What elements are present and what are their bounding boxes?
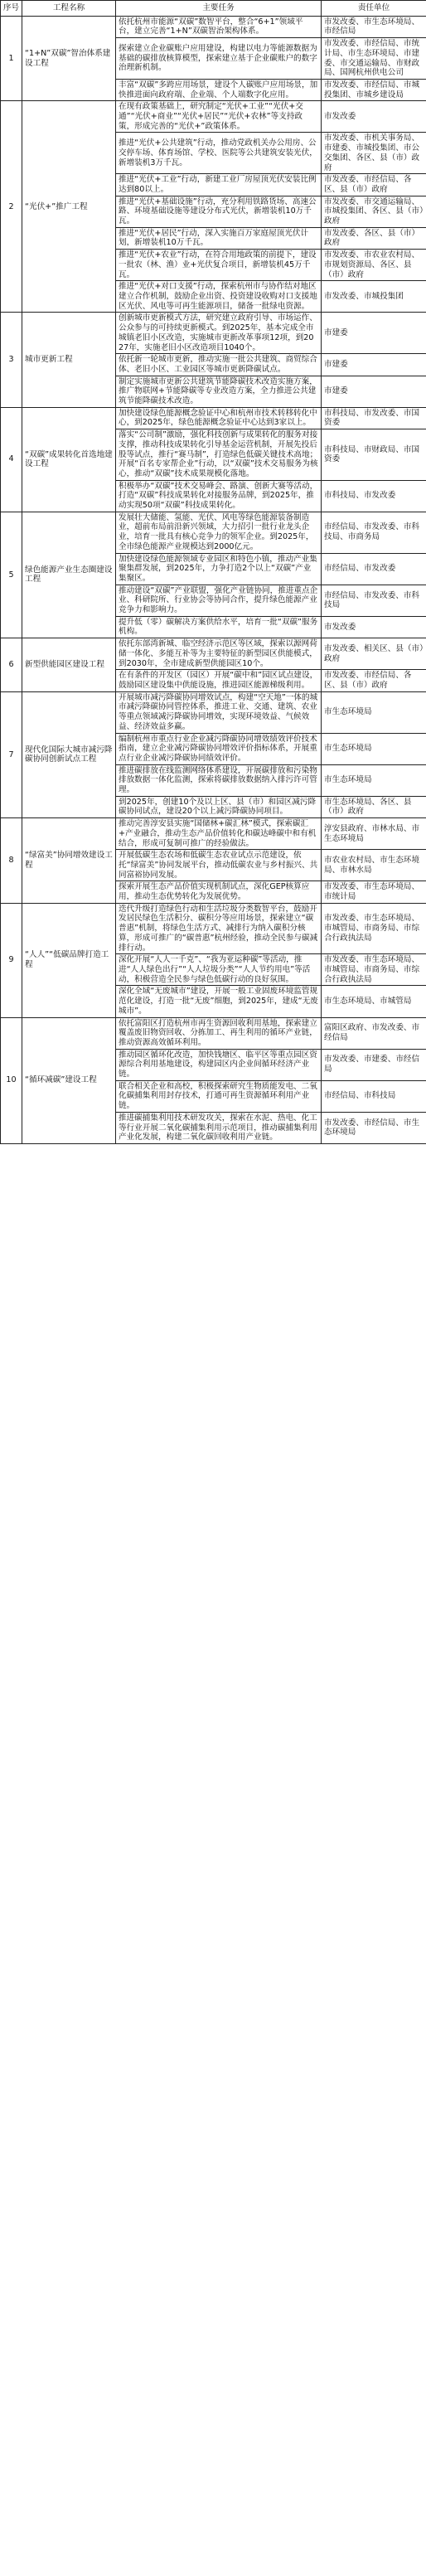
responsible-unit-cell: 市发改委 (322, 616, 426, 638)
main-task-cell: 依托东部湾新城、临空经济示范区等区域，探索以源网荷储一体化、多能互补等为主要特征的新型园区供能模式，到2030年，全市建成新型供能园区10个。 (116, 638, 322, 670)
table-body (1, 16, 426, 1143)
responsible-unit-cell: 市发改委、相关区、县（市）政府 (322, 638, 426, 670)
responsible-unit-cell: 市发改委、市城投集团 (322, 281, 426, 313)
main-task-cell: 推动建设“双碳”产业联盟，强化产业链协同，推进重点企业、科研院所、行业协会等协同合作，提升绿色能源产业竞争力和影响力。 (116, 585, 322, 616)
main-task-cell: 丰富“双碳”多跨应用场景，建设个人碳账户应用场景，加快推进面向政府端、企业端、个人端数字化应用。 (116, 79, 322, 100)
responsible-unit-cell: 市经信局、市发改委、市科技局 (322, 585, 426, 616)
main-task-cell: 依托新一轮城市更新，推动实施一批公共建筑、商贸综合体、老旧小区、工业园区等城市更新降碳试点。 (116, 354, 322, 376)
responsible-unit-cell: 市生态环境局、各区、县（市）政府 (322, 796, 426, 817)
project-index: 10 (1, 1017, 22, 1143)
page (0, 0, 426, 1144)
project-name: 城市更新工程 (22, 313, 116, 407)
table-row (1, 101, 426, 133)
responsible-unit-cell: 富阳区政府、市发改委、市经信局 (322, 1017, 426, 1049)
responsible-unit-cell: 市经信局、市发改委 (322, 553, 426, 585)
project-name: “光伏+”推广工程 (22, 101, 116, 313)
project-name: 绿色能源产业生态圈建设工程 (22, 512, 116, 638)
project-name: “双碳”成果转化首选地建设工程 (22, 407, 116, 512)
responsible-unit-cell: 市发改委、市交通运输局、市城投集团、各区、县（市）政府 (322, 196, 426, 227)
main-task-cell: 推进“光伏+基础设施”行动，充分利用铁路货场、高速公路、环境基础设施等建设分布式光伏，新增装机10万千瓦。 (116, 196, 322, 227)
main-task-cell: 发展壮大储能、氢能、光伏、风电等绿色能源装备制造业，超前布局前沿新兴领域，大力招引一批行业龙头企业，培育一批具有核心竞争力的领军企业。到2025年，全市绿色能源产业规模达到2000亿元。 (116, 512, 322, 553)
responsible-unit-cell: 市发改委、市经信局、市统计局、市生态环境局、市建委、市交通运输局、市财政局、国网杭州供电公司 (322, 38, 426, 80)
main-task-cell: 加快建设绿色能源概念验证中心和杭州市技术转移转化中心，到2025年，绿色能源概念验证中心达到3家以上。 (116, 407, 322, 429)
project-name: “绿富美”协同增效建设工程 (22, 818, 116, 904)
project-name: “1+N”双碳”智治体系建设工程 (22, 16, 116, 101)
main-task-cell: 在现有政策基础上，研究制定“光伏+工业”“光伏+交通”“光伏+商业”“光伏+居民”“光伏+农林”等支持政策，形成完善的“光伏+”政策体系。 (116, 101, 322, 133)
project-index: 8 (1, 818, 22, 904)
main-task-cell: 推进碳捕集利用技术研发攻关，探索在水泥、热电、化工等行业开展二氧化碳捕集利用示范项目，推动碳捕集利用产业化发展，构建二氧化碳回收利用产业链。 (116, 1112, 322, 1143)
main-task-cell: 提升低（零）碳解决方案供给水平，培育一批“双碳”服务机构。 (116, 616, 322, 638)
project-name: “循环减碳”建设工程 (22, 1017, 116, 1143)
main-task-cell: 探索开展生态产品价值实现机制试点，深化GEP核算应用，推动生态优势转化为发展优势。 (116, 881, 322, 903)
table-row (1, 1017, 426, 1049)
main-task-cell: 推进“光伏+工业”行动，新建工业厂房屋顶光伏安装比例达到80以上。 (116, 174, 322, 196)
responsible-unit-cell: 市生态环境局、市城管局 (322, 986, 426, 1017)
responsible-unit-cell: 市生态环境局 (322, 691, 426, 733)
table-row (1, 818, 426, 850)
responsible-unit-cell: 市建委 (322, 313, 426, 354)
header-project-name: 工程名称 (22, 1, 116, 17)
responsible-unit-cell: 市发改委、市农业农村局、市规划资源局、各区、县（市）政府 (322, 250, 426, 281)
main-task-cell: 推进“光伏+公共建筑”行动，推动党政机关办公用房、公交停车场、体育场馆、学校、医院等公共建筑安装光伏，新增装机3万千瓦。 (116, 133, 322, 174)
table-row (1, 16, 426, 37)
main-task-cell: 加快建设绿色能源领域专业园区和特色小镇，推动产业集聚集群发展，到2025年，力争打造2个以上“双碳”产业集聚区。 (116, 553, 322, 585)
responsible-unit-cell: 市发改委 (322, 101, 426, 133)
responsible-unit-cell: 市发改委、市生态环境局、市城管局、市商务局、市综合行政执法局 (322, 954, 426, 986)
main-task-cell: 积极举办“双碳”技术交易峰会、路演、创新大赛等活动，打造“双碳”科技成果转化对接服务品牌，到2025年，推动实现50项“双碳”科技成果转化。 (116, 480, 322, 512)
responsible-unit-cell: 市建委 (322, 354, 426, 376)
responsible-unit-cell: 市科技局、市财政局、市国资委 (322, 429, 426, 481)
main-task-cell: 开展低碳生态农场和低碳生态农业试点示范建设，依托“绿富美”协同发展平台，推动低碳农业与乡村振兴、共同富裕协同发展。 (116, 850, 322, 881)
main-task-cell: 制定实施城市更新公共建筑节能降碳技术改造实施方案，推广物联网+节能降碳等专业改造方案，全力推进公共建筑节能降碳技术改造。 (116, 376, 322, 407)
project-index: 4 (1, 407, 22, 512)
main-task-cell: 落实“公司制”激励，强化科技创新与成果转化的服务对接支撑，推动科技成果转化引导基金运营机制，开展先投后股等试点，推行“赛马制”，打造绿色低碳关键技术高地；开展“百名专家帮企业”行动，以“双碳”技术交易服务为核心，推动“双碳”技术成果规模化落地。 (116, 429, 322, 481)
main-task-cell: 探索建立企业碳账户应用建设，构建以电力等能源数据为基础的碳排放核算模型，探索建立基于企业碳账户的数字治理新机制。 (116, 38, 322, 80)
project-index: 3 (1, 313, 22, 407)
project-name: 新型供能园区建设工程 (22, 638, 116, 692)
responsible-unit-cell: 市发改委、市经信局、各区、县（市）政府 (322, 670, 426, 691)
responsible-unit-cell: 市发改委、市经信局、市生态环境局 (322, 1112, 426, 1143)
main-task-cell: 迭代升级打造绿色行动和生活垃圾分类数智平台，鼓励开发居民绿色生活积分、碳积分等应用场景，探索建立“碳普惠”机制，将绿色生活方式、减排行为纳入碳积分核算，形成可推广的“碳普惠”杭州经验，推动全民参与碳减排行动。 (116, 903, 322, 954)
responsible-unit-cell: 市科技局、市发改委、市国资委 (322, 407, 426, 429)
main-task-cell: 在有条件的开发区（园区）开展“碳中和”园区试点建设，鼓励园区建设集中供能设施，推进园区能源梯级利用。 (116, 670, 322, 691)
responsible-unit-cell: 市建委 (322, 376, 426, 407)
main-task-cell: 推动完善淳安县实施“国储林+碳汇林”模式，探索碳汇+产业融合，推动生态产品价值转化和碳达峰碳中和有机结合，形成可复制可推广的经验做法。 (116, 818, 322, 850)
responsible-unit-cell: 市发改委、各区、县（市）政府 (322, 227, 426, 249)
responsible-unit-cell: 市农业农村局、市生态环境局、市林水局 (322, 850, 426, 881)
responsible-unit-cell: 市发改委、市生态环境局、市经信局 (322, 16, 426, 37)
main-task-cell: 深化开展“人人一千克”、“我为亚运种碳”等活动，推进“人人绿色出行”“人人垃圾分类”“人人节约用电”等活动，积极营造全民参与绿色低碳行动的良好氛围。 (116, 954, 322, 986)
responsible-unit-cell: 市生态环境局 (322, 764, 426, 796)
main-task-cell: 推进“光伏+农业”行动，在符合用地政策的前提下，建设一批农（林、渔）业+光伏复合项目，新增装机45万千瓦。 (116, 250, 322, 281)
table-row (1, 407, 426, 429)
project-name: 现代化国际大城市减污降碳协同创新试点工程 (22, 691, 116, 817)
responsible-unit-cell: 市经信局、市科技局 (322, 1080, 426, 1112)
responsible-unit-cell: 市经信局、市发改委、市科技局、市商务局 (322, 512, 426, 553)
main-task-cell: 到2025年，创建10个及以上区、县（市）和园区减污降碳协同试点，建设20个以上减污降碳协同项目。 (116, 796, 322, 817)
table-row (1, 691, 426, 733)
main-task-cell: 开展城市减污降碳协同增效试点，构建“空天地”一体的城市减污降碳协同管控体系，推进工业、交通、建筑、农业等重点领域减污降碳协同增效，实现环境效益、气候效益、经济效益多赢。 (116, 691, 322, 733)
main-task-cell: 推进碳排放在线监测网络体系建设，开展碳排放和污染物排放数据一体化监测，探索将碳排放数据纳入排污许可管理。 (116, 764, 322, 796)
table-header-row (1, 1, 426, 17)
responsible-unit-cell: 淳安县政府、市林水局、市生态环境局 (322, 818, 426, 850)
main-task-cell: 推进“光伏+居民”行动，深入实施百万家庭屋顶光伏计划，新增装机10万千瓦。 (116, 227, 322, 249)
responsible-unit-cell: 市发改委、市经信局、市城投集团、市城乡建设局 (322, 79, 426, 100)
responsible-unit-cell: 市发改委、市生态环境局、市城管局、市商务局、市综合行政执法局 (322, 903, 426, 954)
responsible-unit-cell: 市科技局、市发改委 (322, 480, 426, 512)
main-task-cell: 依托杭州市能源“双碳”数智平台，整合“6+1”领域平台，建立完善“1+N”双碳智治架构体系。 (116, 16, 322, 37)
project-index: 9 (1, 903, 22, 1017)
project-name: “人人”“低碳品牌打造工程 (22, 903, 116, 1017)
main-task-cell: 深化全域“无废城市”建设，开展一般工业固废环境监管规范化建设，打造一批“无废”细胞，到2025年，建成“无废城市”。 (116, 986, 322, 1017)
table-row (1, 903, 426, 954)
responsible-unit-cell: 市发改委、市建委、市经信局 (322, 1049, 426, 1080)
responsible-unit-cell: 市发改委、市生态环境局、市统计局 (322, 881, 426, 903)
table-row (1, 638, 426, 670)
project-index: 5 (1, 512, 22, 638)
responsible-unit-cell: 市发改委、市机关事务局、市建委、市城投集团、市公交集团、各区、县（市）政府 (322, 133, 426, 174)
engineering-task-table (0, 0, 426, 1144)
main-task-cell: 推动园区循环化改造，加快钱塘区、临平区等重点园区资源综合利用基地建设，构建园区内企业间循环经济产业链。 (116, 1049, 322, 1080)
responsible-unit-cell: 市发改委、市经信局、各区、县（市）政府 (322, 174, 426, 196)
project-index: 6 (1, 638, 22, 692)
header-main-tasks: 主要任务 (116, 1, 322, 17)
responsible-unit-cell: 市生态环境局 (322, 733, 426, 764)
main-task-cell: 联合相关企业和高校，积极探索研究生物质能发电、二氧化碳捕集利用封存技术，打通可再生资源循环利用产业链。 (116, 1080, 322, 1112)
header-responsible-unit: 责任单位 (322, 1, 426, 17)
project-index: 1 (1, 16, 22, 101)
table-row (1, 512, 426, 553)
main-task-cell: 创新城市更新模式方法，研究建立政府引导、市场运作、公众参与的可持续更新模式。到2025年，基本完成全市城镇老旧小区改造，实施城市更新改革事项12项，到2027年，实施老旧小区改造项目1040个。 (116, 313, 322, 354)
table-row (1, 313, 426, 354)
project-index: 2 (1, 101, 22, 313)
header-index: 序号 (1, 1, 22, 17)
main-task-cell: 编制杭州市重点行业企业减污降碳协同增效绩效评价技术指南，建立企业减污降碳协同增效评价指标体系，开展重点行业企业减污降碳协同绩效评价。 (116, 733, 322, 764)
main-task-cell: 推进“光伏+对口支援”行动，探索杭州市与协作结对地区建立合作机制，鼓励企业出资、投资建设收购对口支援地区光伏、风电等可再生能源项目，储备一批绿电资源。 (116, 281, 322, 313)
project-index: 7 (1, 691, 22, 817)
main-task-cell: 依托富阳区打造杭州市再生资源回收利用基地，探索建立覆盖废旧物资回收、分拣加工、再生利用的循环产业链，推动资源高效循环利用。 (116, 1017, 322, 1049)
